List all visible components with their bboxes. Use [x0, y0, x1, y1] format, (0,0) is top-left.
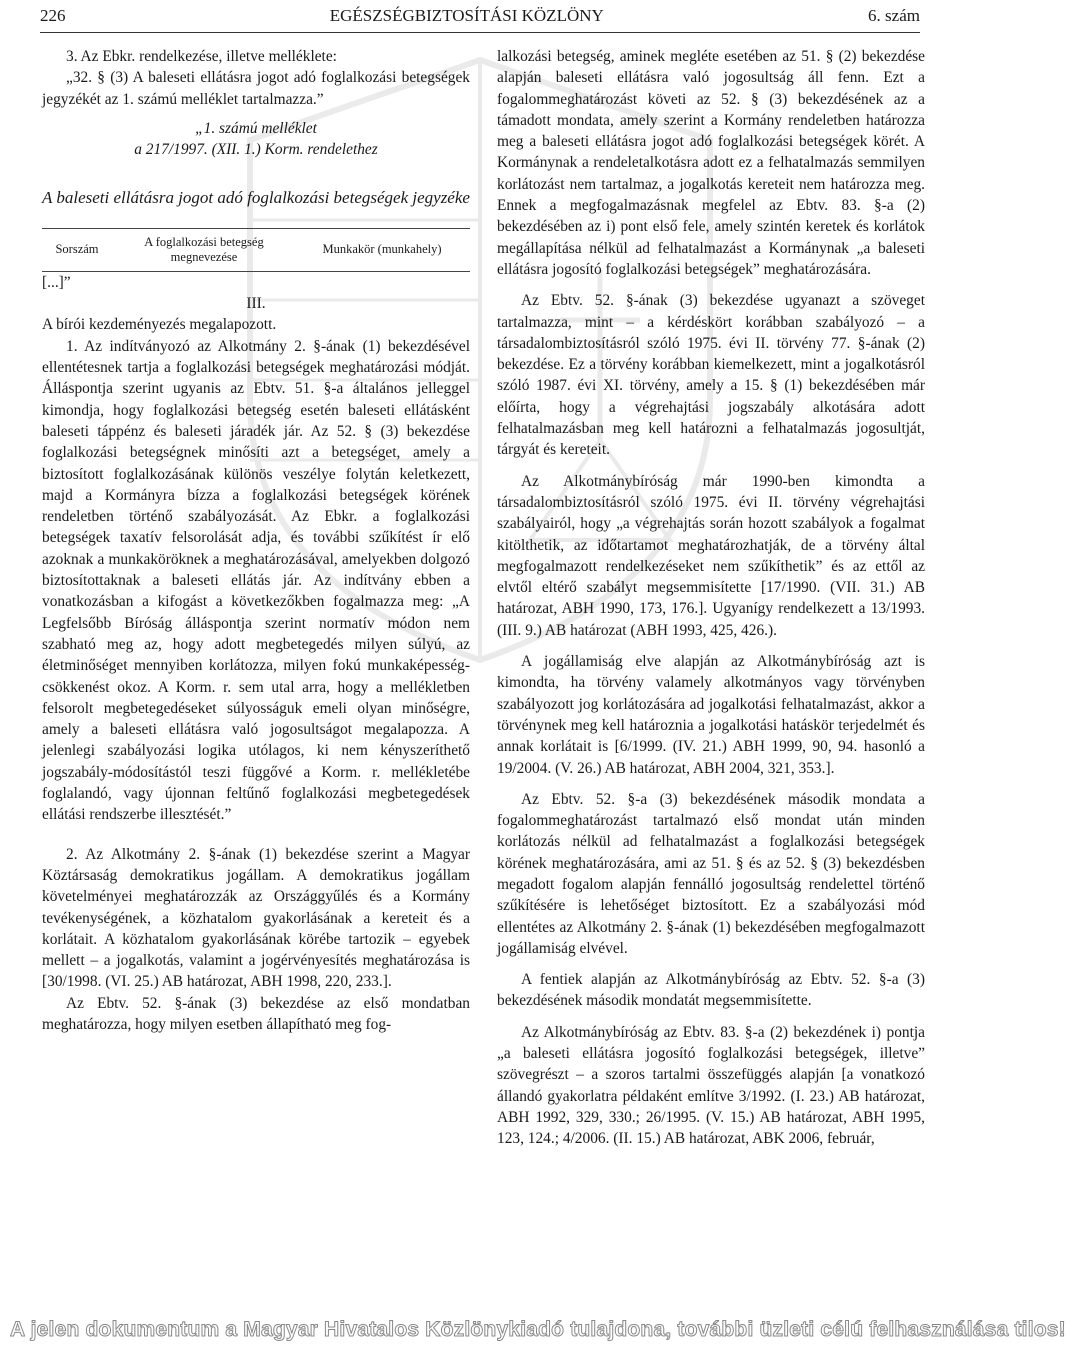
paragraph: 2. Az Alkotmány 2. §-ának (1) bekezdése szerint a Magyar Köztársaság demokratikus jogállam. A demokratikus jogállam követelményei meghatározzák az Országgyűlés és a Kormány tevékenységének, a közhatalom gyakorlásának a kereteit és a korlátait. A közhatalom gyakorlásának körébe tartozik – egyebek mellett – a jogalkotás, valamint a jogérvényesítés meghatározása is [30/1998. (VI. 25.) AB határozat, ABH 1998, 220, 233.]. [42, 845, 470, 991]
table-header-serial: Sorszám [55, 242, 99, 257]
annex-line-2: a 217/1997. (XII. 1.) Korm. rendelethez [134, 140, 378, 158]
issue-number: 6. szám [868, 6, 920, 25]
paragraph: Az Alkotmánybíróság az Ebtv. 83. §-a (2) bekezdének i) pontja „a baleseti ellátásra jogosító foglalkozási betegségek, illetve” szövegrészt – a szoros tartalmi összefüggés alapján [a vonatkozó állandó gyakorlatra példaként említve 3/1992. (I. 23.) AB határozat, ABH 1992, 329, 330.; 26/1995. (V. 15.) AB határozat, ABH 1995, 123, 124.; 4/2006. (II. 15.) AB határozat, ABK 2006, február, [497, 1023, 925, 1148]
paragraph: 1. Az indítványozó az Alkotmány 2. §-ának (1) bekezdésével ellentétesnek tartja a foglalkozási betegségek meghatározási módját. Álláspontja szerint ugyanis az Ebtv. 51. §-a általános jelleggel kimondja, hogy foglalkozási betegség esetén baleseti ellátásként baleseti táppénz és baleseti járadék jár. Az 52. § (3) bekezdése foglalkozási betegségnek minősíti azt a betegséget, amely a biztosított foglalkozásának különös veszélye folytán keletkezett, majd a Kormányra bízza a foglalkozási betegségek körének rendeletben történő szabályozását. Az Ebkr. a foglalkozási betegségek taxatív felsorolását adja, és további szűkítést ír elő azoknak a munkaköröknek a meghatározásával, amelyekben dolgozó biztosítottaknak a baleseti ellátás jár. Az indítvány ebben a vonatkozásban a kifogást a következőkben fogalmazza meg: „A Legfelsőbb Bíróság álláspontja szerint normatív módon nem szabható meg az, hogy adott megbetegedés milyen súlyú, az életminőséget mennyiben korlátozza, milyen fokú munkaképesség-csökkenést okoz. A Korm. r. sem utal arra, hogy a mellékletben felsorolt megbetegedéseket súlyosságuk emeli olyan minőségre, amely a baleseti ellátásra való jogosultságot megalapozza. A jelenlegi szabályozási logika utólagos, ki nem kényszeríthető jogszabály-módosítástól teszi függővé a Korm. r. mellékletébe foglalandó, vagy újonnan feltűnő foglalkozási megbetegedések ellátási rendszerbe illesztését.” [42, 337, 470, 824]
table-header-job: Munkakör (munkahely) [322, 242, 442, 257]
page-number: 226 [40, 6, 66, 25]
list-title: A baleseti ellátásra jogot adó foglalkozási betegségek jegyzéke [42, 187, 470, 207]
table-ellipsis: [...]” [42, 273, 71, 291]
table-header-disease: A foglalkozási betegség megnevezése [144, 234, 264, 264]
right-column [497, 46, 925, 1150]
paragraph: lalkozási betegség, aminek megléte esetében az 51. § (2) bekezdése alapján baleseti ellátásra való jogosultság áll fenn. Ezt a fogalommeghatározást követi az 52. § (3) bekezdésének az a támadott mondata, amely szerint a Kormány rendeletben határozza meg a baleseti ellátásra jogot adó foglalkozási betegségek körét. A Kormánynak a rendeletalkotásra adott ez a felhatalmazás semmilyen korlátozást nem tartalmaz, a jogalkotás kereteit nem határozza meg. Ennek a megfogalmazásnak megfelel az Ebtv. 83. §-a (2) bekezdésében az i) pont első fele, amely szintén keretek és korlátok megállapítása nélkül ad felhatalmazást a Kormánynak „a baleseti ellátásra jogosító foglalkozási betegségek” meghatározására. [497, 48, 925, 278]
annex-line-1: „1. számú melléklet [195, 119, 317, 137]
paragraph: Az Ebtv. 52. §-ának (3) bekezdése ugyanazt a szöveget tartalmazza, mint – a kérdéskört korábban szabályozó – a társadalombiztosításról szóló 1975. évi II. törvény 77. §-ának (2) bekezdése. Ez a törvény korábban kiemelkezett, mint a jogalkotásról szóló 1987. évi XI. törvény, amely a 15. § (1) bekezdésében már előírta, hogy a végrehajtási jogszabály alkotására adott felhatalmazásban meg kell határozni a felhatalmazás jogosultját, tárgyát és kereteit. [497, 292, 925, 459]
annex-table-header [42, 228, 470, 272]
paragraph: Az Ebtv. 52. §-a (3) bekezdésének második mondata a fogalommeghatározást tartalmazó első mondat után minden korlátozás nélkül ad felhatalmazást a foglalkozási betegségek körének meghatározására, ami az 51. § és az 52. § (3) bekezdésben megadott fogalom alapján fennálló jogosultság rendelettel történő szűkítésére is lehetőséget biztosított. Ez a szabályozási mód ellentétes az Alkotmány 2. §-ának (1) bekezdésében megfogalmazott jogállamiság elvével. [497, 790, 925, 957]
decision-statement: A bírói kezdeményezés megalapozott. [42, 316, 277, 334]
paragraph: A fentiek alapján az Alkotmánybíróság az Ebtv. 52. §-a (3) bekezdésének második mondatát megsemmisítette. [497, 971, 925, 1010]
paragraph: Az Ebtv. 52. §-ának (3) bekezdése az első mondatban meghatározza, hogy milyen esetben állapítható meg fog- [42, 994, 470, 1033]
journal-title: EGÉSZSÉGBIZTOSÍTÁSI KÖZLÖNY [329, 6, 604, 25]
page-header [40, 0, 920, 33]
intro-heading: 3. Az Ebkr. rendelkezése, illetve melléklete: [66, 48, 337, 65]
left-column [42, 46, 470, 1035]
paragraph: A jogállamiság elve alapján az Alkotmánybíróság azt is kimondta, ha törvény valamely alkotmányos vagy törvényben szabályozott jog korlátozására ad jogalkotási felhatalmazást, akkor a törvénynek meg kell határoznia a jogalkotási hatáskör terjedelmét és annak korlátait is [6/1999. (IV. 21.) ABH 1999, 90, 94. hasonló a 19/2004. (V. 26.) AB határozat, ABH 2004, 321, 353.]. [497, 653, 925, 777]
paragraph: Az Alkotmánybíróság már 1990-ben kimondta a társadalombiztosításról szóló 1975. évi II. törvény végrehajtási szabályairól, hogy „a végrehajtás során hozott szabályok a fogalmat kitölthetik, az időtartamot meghatározhatják, de a törvény által megfogalmazott rendelkezéseket nem szűkíthetik” és az ettől az elvtől eltérő szabályt megsemmisítette [17/1990. (VII. 31.) AB határozat, ABH 1990, 173, 176.]. Ugyanígy rendelkezett a 13/1993. (III. 9.) AB határozat (ABH 1993, 425, 426.). [497, 472, 925, 639]
footer-copyright-notice: A jelen dokumentum a Magyar Hivatalos Közlönykiadó tulajdona, további üzleti célú felhasználása tilos! [10, 1318, 1066, 1341]
annex-title [42, 118, 470, 160]
intro-quote: „32. § (3) A baleseti ellátásra jogot adó foglalkozási betegségek jegyzékét az 1. számú melléklet tartalmazza.” [42, 69, 470, 108]
section-heading: III. [246, 295, 266, 313]
